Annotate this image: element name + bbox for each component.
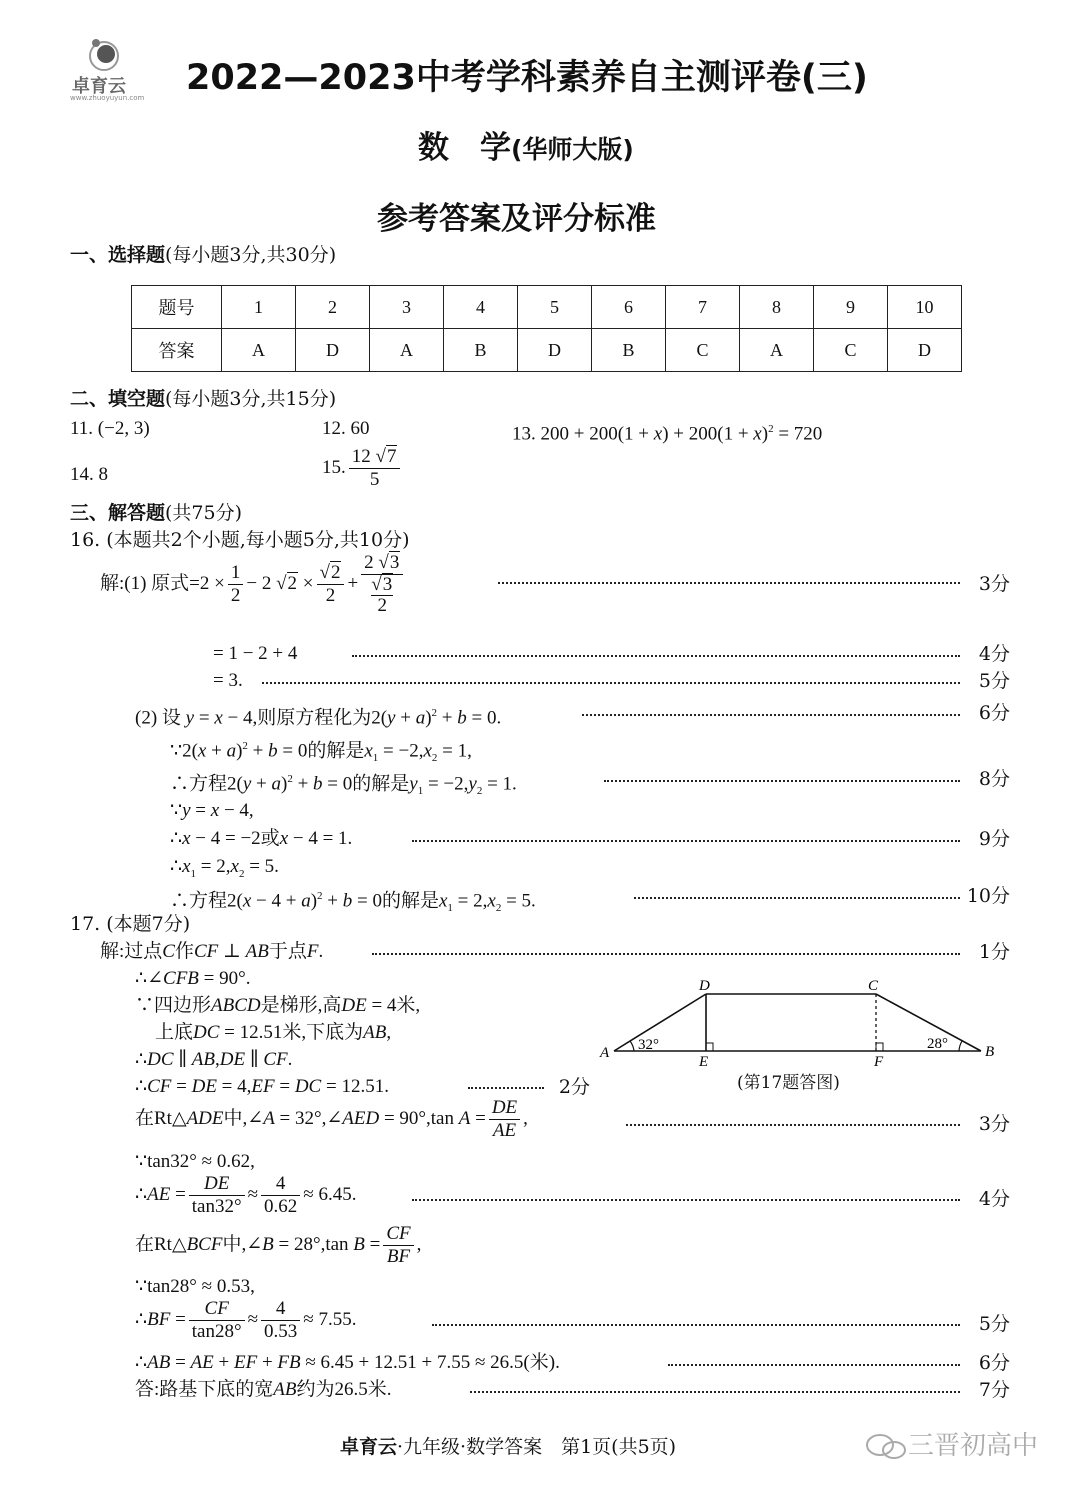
q16-p1-l3: = 3. xyxy=(213,670,243,691)
dotted-leader xyxy=(352,655,960,657)
answer-13: 13. $200 + 200(1 + x) + 200(1 + x)^2 = 720$ xyxy=(512,423,823,445)
score: 5分 xyxy=(978,1313,1010,1335)
row-label: 题号 xyxy=(132,286,222,329)
q17-l7: 在Rt△ADE中,∠A = 32°,∠AED = 90°,tan A = $\frac{DE}{AE}$ , xyxy=(135,1097,528,1141)
logo-text: 卓育云 xyxy=(72,76,126,97)
label-b: B xyxy=(985,1044,995,1060)
table-row: 答案 A D A B D B C A C D xyxy=(132,329,962,372)
dotted-leader xyxy=(262,682,960,684)
watermark-text: 三晋初高中 xyxy=(908,1431,1039,1461)
score: 7分 xyxy=(978,1379,1010,1401)
angle-a-label: 32° xyxy=(638,1037,659,1053)
score: 6分 xyxy=(978,1352,1010,1374)
section3-heading: 三、解答题(共75分) xyxy=(70,502,243,524)
score: 3分 xyxy=(978,573,1010,595)
score: 8分 xyxy=(978,768,1010,790)
score: 9分 xyxy=(978,828,1010,850)
dotted-leader xyxy=(668,1364,960,1366)
q16-title: 16. (本题共2个小题,每小题5分,共10分) xyxy=(70,529,410,551)
q17-l3: ∵四边形ABCD是梯形,高DE = 4米, xyxy=(135,995,421,1016)
q16-p2-l3: ∴方程$2(y + a)^2 + b = 0$的解是$y_1 = -2,y_2 = 1$. xyxy=(170,773,517,798)
dotted-leader xyxy=(498,582,960,584)
footer-brand: 卓育云 xyxy=(340,1436,398,1458)
answer-15: 15. $\frac{12 √7}{5}$ xyxy=(322,446,403,491)
answer-14: 14. 8 xyxy=(70,464,108,485)
subject-line xyxy=(418,122,634,167)
dotted-leader xyxy=(432,1324,960,1326)
q17-l13: ∴AB = AE + EF + FB ≈ 6.45 + 12.51 + 7.55 ≈ 26.5(米). xyxy=(135,1352,560,1373)
dotted-leader xyxy=(412,1199,960,1201)
q17-l9: ∴AE = $\frac{DE}{\tan 32^\circ}$ ≈ $\frac{4}{0.62}$ ≈ 6.45. xyxy=(135,1173,357,1217)
footer-text: ·九年级·数学答案 第1页(共5页) xyxy=(397,1436,677,1458)
section2-heading: 二、填空题(每小题3分,共15分) xyxy=(70,388,337,410)
q16-p2-l2: ∵2(x + a)$^2$ + b = 0的解是$x_1 = -2,x_2 = 1$, xyxy=(170,740,472,765)
q16-p2-l4: ∵y = x − 4, xyxy=(170,800,254,821)
q16-p2-l5: ∴x − 4 = −2或x − 4 = 1. xyxy=(170,828,353,849)
subject: 数 学 xyxy=(418,130,511,166)
q17-l1: 解:过点C作CF ⊥ AB于点F. xyxy=(100,941,324,962)
trapezoid-figure xyxy=(596,975,1006,1067)
watermark xyxy=(864,1425,1038,1463)
label-c: C xyxy=(868,978,879,994)
figure-caption: (第17题答图) xyxy=(737,1073,840,1093)
dotted-leader xyxy=(634,897,960,899)
dotted-leader xyxy=(582,714,960,716)
q17-l2: ∴∠CFB = 90°. xyxy=(135,968,251,989)
q16-p1-l2: = 1 − 2 + 4 xyxy=(213,643,298,664)
score: 3分 xyxy=(978,1113,1010,1135)
score: 4分 xyxy=(978,1188,1010,1210)
q16-p2-l6: $\therefore x_1 = 2,x_2 = 5$. xyxy=(170,856,279,880)
answer-table xyxy=(131,285,962,372)
q17-l11: ∵tan28° ≈ 0.53, xyxy=(135,1276,255,1297)
page-title: 2022—2023中考学科素养自主测评卷(三) xyxy=(186,58,868,98)
logo-url: www.zhuoyuyun.com xyxy=(70,94,145,102)
answer-12: 12. 60 xyxy=(322,418,370,439)
score: 2分 xyxy=(558,1076,590,1098)
score: 5分 xyxy=(978,670,1010,692)
section1-heading: 一、选择题(每小题3分,共30分) xyxy=(70,244,337,266)
q17-l6: ∴CF = DE = 4,EF = DC = 12.51. xyxy=(135,1076,389,1097)
q17-l12: ∴BF = $\frac{CF}{\tan 28^\circ}$ ≈ $\frac{4}{0.53}$ ≈ 7.55. xyxy=(135,1298,357,1342)
dotted-leader xyxy=(626,1124,960,1126)
q16-p1-l1: 解:(1) 原式=2 × $\frac{1}{2}$ − 2 √2 × $\frac{√2}{2}$ + 2 √3 √3 2 xyxy=(100,552,406,616)
dotted-leader xyxy=(470,1391,960,1393)
footer xyxy=(340,1432,676,1459)
subtitle: 参考答案及评分标准 xyxy=(377,201,656,237)
label-d: D xyxy=(699,978,710,994)
angle-b-label: 28° xyxy=(927,1036,948,1052)
dotted-leader xyxy=(412,840,960,842)
label-e: E xyxy=(699,1054,709,1067)
score: 6分 xyxy=(978,702,1010,724)
label-a: A xyxy=(600,1045,610,1061)
q17-l10: 在Rt△BCF中,∠B = 28°,tan B = $\frac{CF}{BF}$ , xyxy=(135,1223,422,1267)
score: 10分 xyxy=(966,885,1010,907)
q17-l5: ∴DC ∥ AB,DE ∥ CF. xyxy=(135,1049,293,1070)
q17-l8: ∵tan32° ≈ 0.62, xyxy=(135,1151,255,1172)
q16-p2-l1: (2) 设 y = x − 4,则原方程化为$2(y + a)^2 + b = 0$. xyxy=(135,707,502,729)
q17-final: 答:路基下底的宽AB约为26.5米. xyxy=(135,1379,392,1400)
dotted-leader xyxy=(372,953,960,955)
q17-l4: 上底DC = 12.51米,下底为AB, xyxy=(155,1022,392,1043)
q17-title: 17. (本题7分) xyxy=(70,913,191,935)
score: 1分 xyxy=(978,941,1010,963)
chat-icon xyxy=(864,1431,908,1463)
label-f: F xyxy=(874,1054,884,1067)
dotted-leader xyxy=(604,780,960,782)
logo xyxy=(66,34,146,104)
answer-11: 11. (−2, 3) xyxy=(70,418,150,439)
q16-p2-l7: ∴方程$2(x - 4 + a)^2 + b = 0$的解是$x_1 = 2,x_2 = 5$. xyxy=(170,890,536,915)
table-row: 题号 1 2 3 4 5 6 7 8 9 10 xyxy=(132,286,962,329)
score: 4分 xyxy=(978,643,1010,665)
edition: (华师大版) xyxy=(511,135,634,164)
row-label: 答案 xyxy=(132,329,222,372)
